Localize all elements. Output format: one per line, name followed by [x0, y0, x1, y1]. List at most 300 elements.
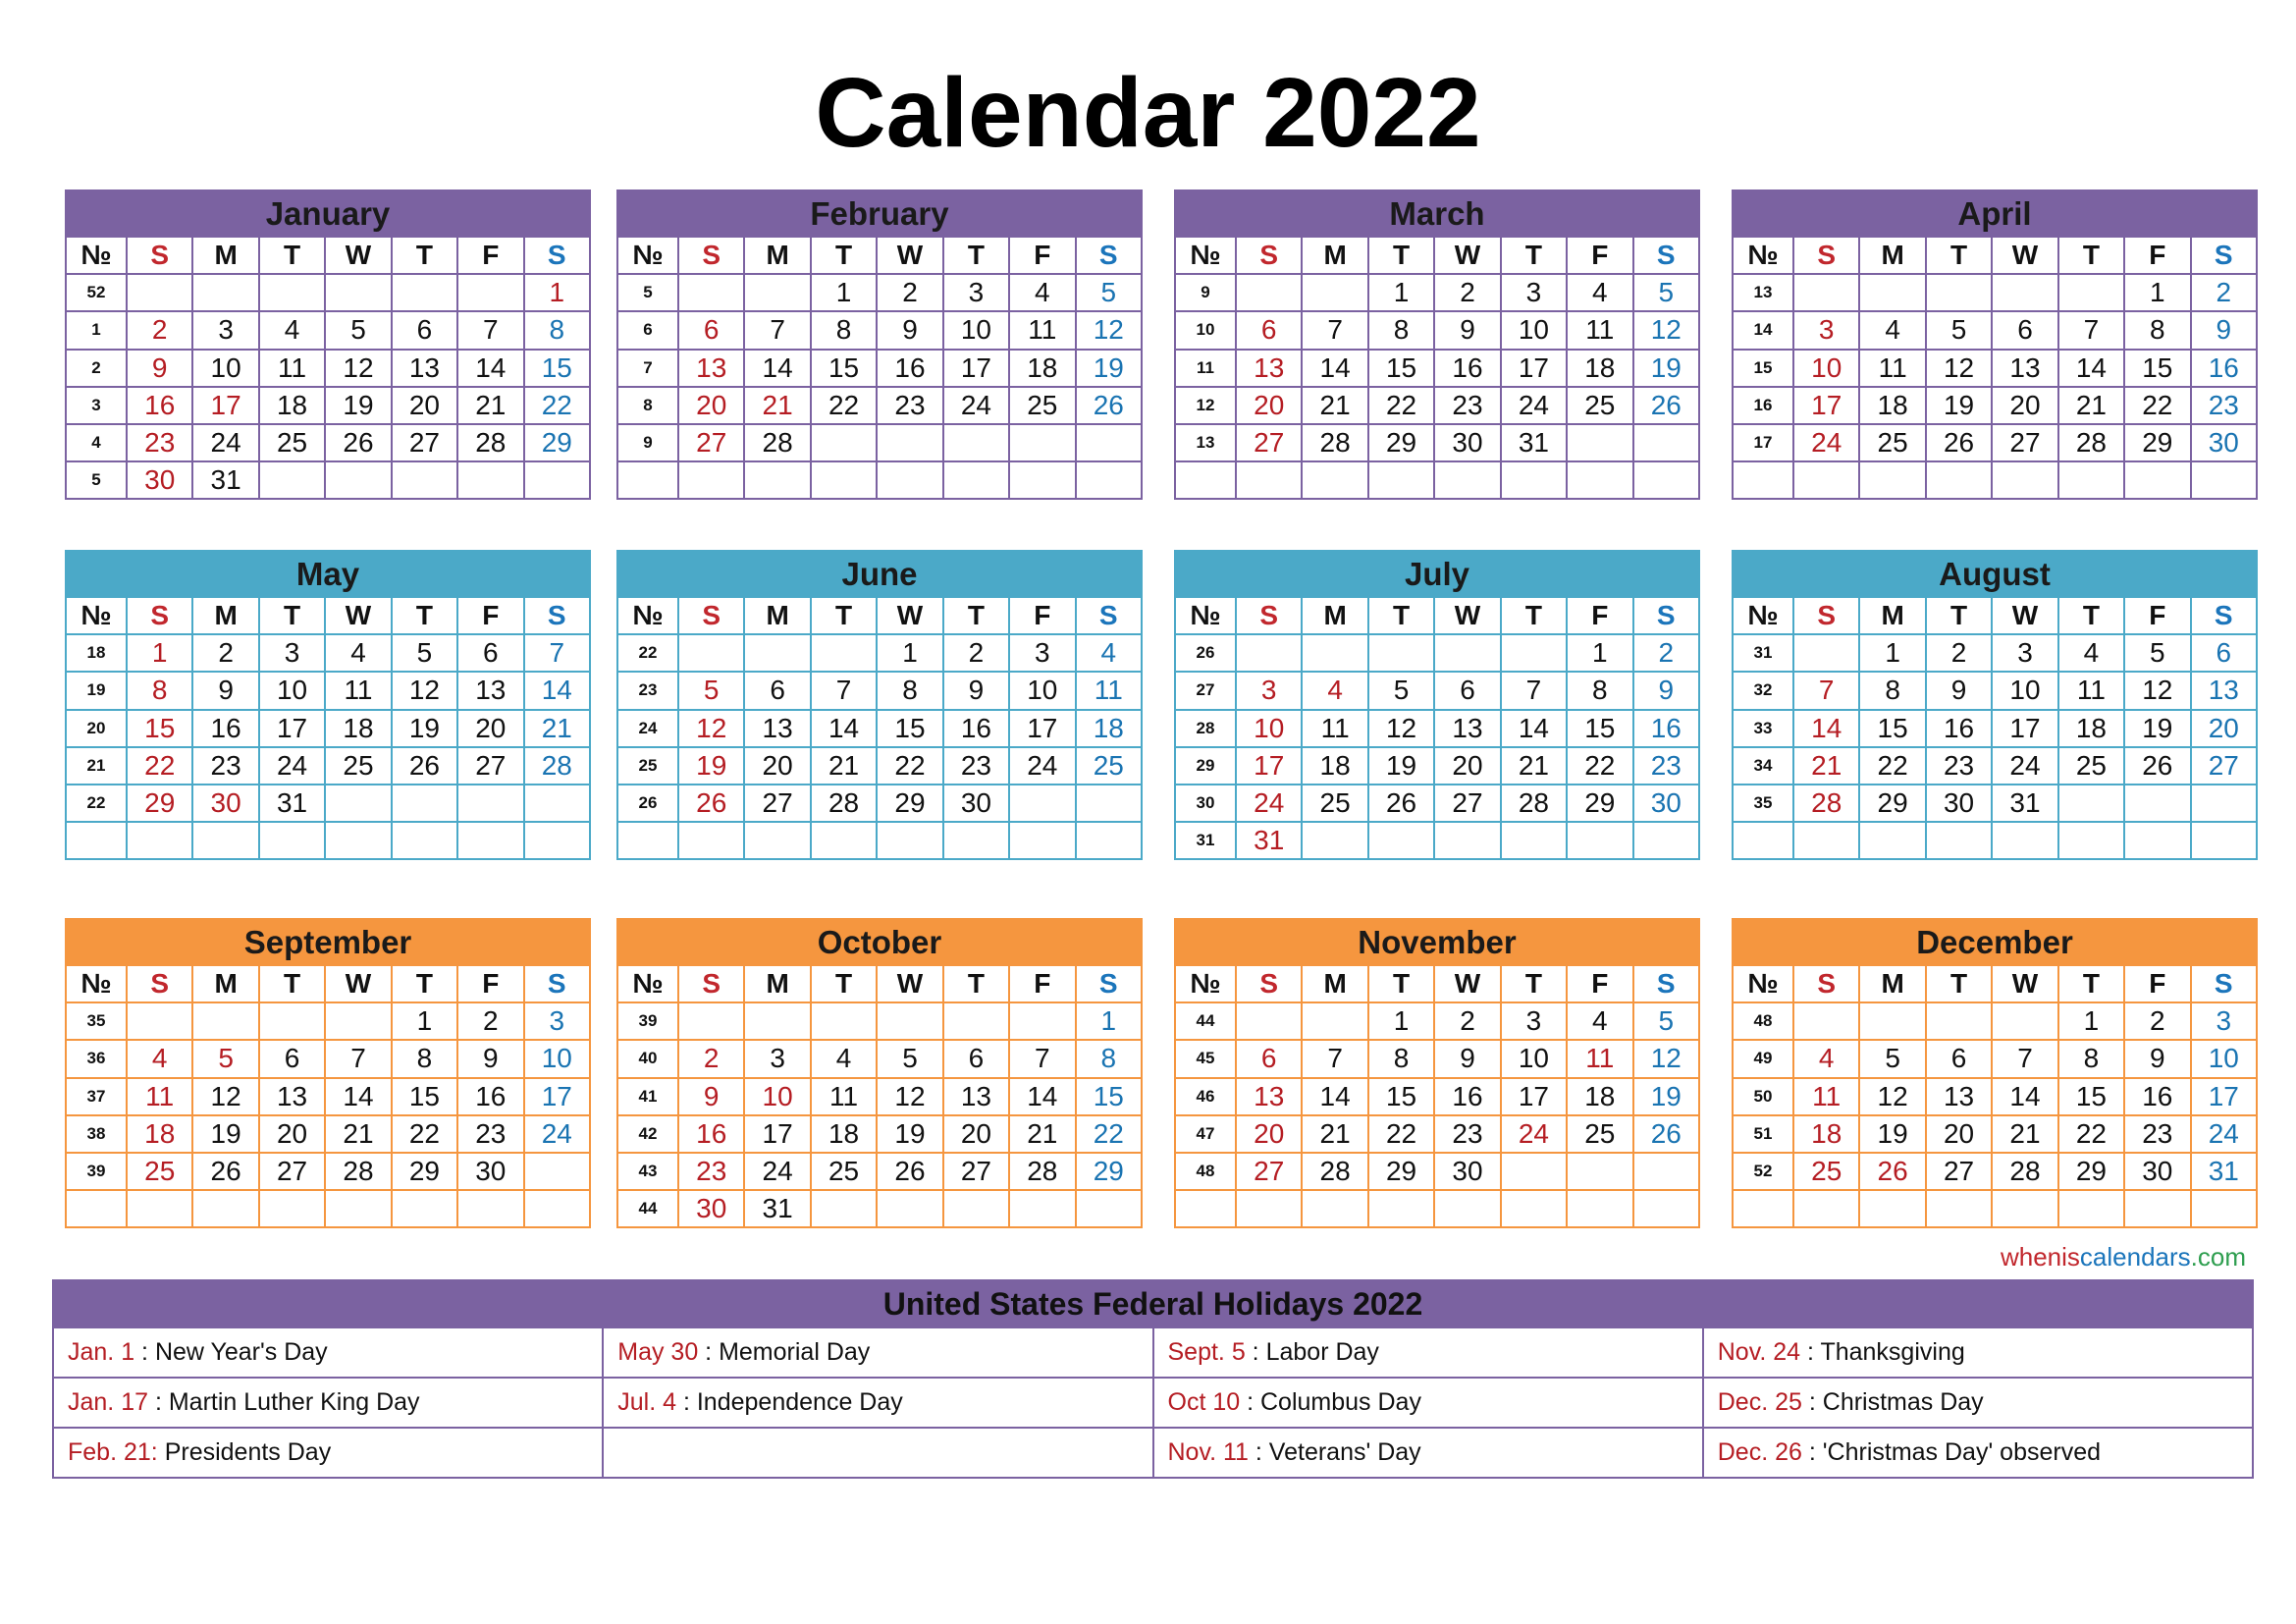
- day-cell[interactable]: [1567, 1153, 1632, 1190]
- day-cell[interactable]: 5: [1633, 274, 1699, 311]
- day-cell[interactable]: [2058, 822, 2124, 859]
- day-cell[interactable]: 17: [1793, 387, 1859, 424]
- day-cell[interactable]: 15: [877, 710, 942, 747]
- day-cell[interactable]: 20: [1236, 387, 1302, 424]
- day-cell[interactable]: [1859, 461, 1925, 499]
- day-cell[interactable]: [1076, 1190, 1142, 1227]
- day-cell[interactable]: 19: [2124, 710, 2190, 747]
- day-cell[interactable]: 27: [744, 785, 810, 822]
- day-cell[interactable]: 23: [457, 1115, 523, 1153]
- day-cell[interactable]: 29: [1368, 424, 1434, 461]
- day-cell[interactable]: 3: [192, 311, 258, 349]
- day-cell[interactable]: 22: [392, 1115, 457, 1153]
- day-cell[interactable]: 30: [127, 461, 192, 499]
- day-cell[interactable]: 30: [192, 785, 258, 822]
- day-cell[interactable]: 20: [1236, 1115, 1302, 1153]
- day-cell[interactable]: [2124, 461, 2190, 499]
- day-cell[interactable]: [1236, 1002, 1302, 1040]
- day-cell[interactable]: 19: [1368, 747, 1434, 785]
- day-cell[interactable]: 7: [1793, 672, 1859, 709]
- day-cell[interactable]: 29: [392, 1153, 457, 1190]
- day-cell[interactable]: [1302, 634, 1367, 672]
- day-cell[interactable]: 29: [2124, 424, 2190, 461]
- day-cell[interactable]: 15: [2124, 350, 2190, 387]
- day-cell[interactable]: 20: [457, 710, 523, 747]
- day-cell[interactable]: 8: [392, 1040, 457, 1077]
- day-cell[interactable]: [2058, 274, 2124, 311]
- day-cell[interactable]: 12: [192, 1078, 258, 1115]
- day-cell[interactable]: 10: [524, 1040, 590, 1077]
- day-cell[interactable]: 31: [1501, 424, 1567, 461]
- day-cell[interactable]: 26: [325, 424, 391, 461]
- day-cell[interactable]: 1: [392, 1002, 457, 1040]
- day-cell[interactable]: 5: [392, 634, 457, 672]
- day-cell[interactable]: 3: [1009, 634, 1075, 672]
- day-cell[interactable]: 26: [1633, 1115, 1699, 1153]
- day-cell[interactable]: 2: [457, 1002, 523, 1040]
- day-cell[interactable]: 7: [524, 634, 590, 672]
- day-cell[interactable]: 6: [744, 672, 810, 709]
- day-cell[interactable]: 12: [1859, 1078, 1925, 1115]
- day-cell[interactable]: 22: [2058, 1115, 2124, 1153]
- day-cell[interactable]: 2: [678, 1040, 744, 1077]
- day-cell[interactable]: 10: [192, 350, 258, 387]
- day-cell[interactable]: 12: [1633, 311, 1699, 349]
- day-cell[interactable]: 31: [259, 785, 325, 822]
- day-cell[interactable]: [1926, 1002, 1992, 1040]
- day-cell[interactable]: [1236, 1190, 1302, 1227]
- day-cell[interactable]: 25: [1009, 387, 1075, 424]
- day-cell[interactable]: [2191, 1190, 2257, 1227]
- day-cell[interactable]: 2: [1434, 274, 1500, 311]
- day-cell[interactable]: 26: [1076, 387, 1142, 424]
- day-cell[interactable]: [192, 274, 258, 311]
- day-cell[interactable]: 5: [1633, 1002, 1699, 1040]
- day-cell[interactable]: 12: [2124, 672, 2190, 709]
- day-cell[interactable]: 4: [1859, 311, 1925, 349]
- day-cell[interactable]: 10: [1793, 350, 1859, 387]
- day-cell[interactable]: 11: [1567, 1040, 1632, 1077]
- day-cell[interactable]: 14: [2058, 350, 2124, 387]
- day-cell[interactable]: 1: [1567, 634, 1632, 672]
- day-cell[interactable]: 13: [1992, 350, 2057, 387]
- day-cell[interactable]: 14: [744, 350, 810, 387]
- day-cell[interactable]: 15: [127, 710, 192, 747]
- day-cell[interactable]: 25: [2058, 747, 2124, 785]
- day-cell[interactable]: 3: [744, 1040, 810, 1077]
- day-cell[interactable]: 11: [2058, 672, 2124, 709]
- day-cell[interactable]: 4: [1793, 1040, 1859, 1077]
- day-cell[interactable]: [2058, 1190, 2124, 1227]
- day-cell[interactable]: 17: [1501, 350, 1567, 387]
- day-cell[interactable]: [1302, 274, 1367, 311]
- day-cell[interactable]: [877, 1002, 942, 1040]
- day-cell[interactable]: 19: [678, 747, 744, 785]
- day-cell[interactable]: [678, 1002, 744, 1040]
- day-cell[interactable]: 11: [1793, 1078, 1859, 1115]
- day-cell[interactable]: 8: [1567, 672, 1632, 709]
- day-cell[interactable]: 11: [1859, 350, 1925, 387]
- day-cell[interactable]: 17: [524, 1078, 590, 1115]
- day-cell[interactable]: 17: [259, 710, 325, 747]
- day-cell[interactable]: 18: [259, 387, 325, 424]
- day-cell[interactable]: [1076, 424, 1142, 461]
- day-cell[interactable]: [1992, 1190, 2057, 1227]
- day-cell[interactable]: 9: [457, 1040, 523, 1077]
- day-cell[interactable]: [325, 461, 391, 499]
- day-cell[interactable]: 10: [259, 672, 325, 709]
- day-cell[interactable]: [2191, 822, 2257, 859]
- day-cell[interactable]: 16: [877, 350, 942, 387]
- day-cell[interactable]: [2191, 461, 2257, 499]
- day-cell[interactable]: 16: [1926, 710, 1992, 747]
- day-cell[interactable]: 22: [1368, 387, 1434, 424]
- day-cell[interactable]: 8: [1859, 672, 1925, 709]
- day-cell[interactable]: 30: [1633, 785, 1699, 822]
- day-cell[interactable]: [2124, 785, 2190, 822]
- day-cell[interactable]: 16: [1434, 350, 1500, 387]
- day-cell[interactable]: 23: [1926, 747, 1992, 785]
- day-cell[interactable]: [325, 1190, 391, 1227]
- day-cell[interactable]: 27: [2191, 747, 2257, 785]
- day-cell[interactable]: 26: [877, 1153, 942, 1190]
- day-cell[interactable]: 30: [1926, 785, 1992, 822]
- day-cell[interactable]: [127, 1002, 192, 1040]
- day-cell[interactable]: [943, 822, 1009, 859]
- day-cell[interactable]: 16: [192, 710, 258, 747]
- day-cell[interactable]: 13: [457, 672, 523, 709]
- day-cell[interactable]: [259, 461, 325, 499]
- day-cell[interactable]: 18: [325, 710, 391, 747]
- day-cell[interactable]: 3: [1992, 634, 2057, 672]
- day-cell[interactable]: 23: [192, 747, 258, 785]
- day-cell[interactable]: 14: [1009, 1078, 1075, 1115]
- day-cell[interactable]: [1992, 1002, 2057, 1040]
- day-cell[interactable]: 16: [457, 1078, 523, 1115]
- day-cell[interactable]: [192, 822, 258, 859]
- day-cell[interactable]: 19: [1633, 350, 1699, 387]
- day-cell[interactable]: 9: [943, 672, 1009, 709]
- day-cell[interactable]: 19: [1859, 1115, 1925, 1153]
- day-cell[interactable]: 19: [392, 710, 457, 747]
- day-cell[interactable]: [943, 424, 1009, 461]
- day-cell[interactable]: [1076, 822, 1142, 859]
- day-cell[interactable]: 29: [524, 424, 590, 461]
- day-cell[interactable]: 26: [2124, 747, 2190, 785]
- day-cell[interactable]: 30: [678, 1190, 744, 1227]
- day-cell[interactable]: 13: [2191, 672, 2257, 709]
- day-cell[interactable]: 3: [524, 1002, 590, 1040]
- day-cell[interactable]: 22: [1859, 747, 1925, 785]
- day-cell[interactable]: 20: [2191, 710, 2257, 747]
- day-cell[interactable]: 9: [1926, 672, 1992, 709]
- day-cell[interactable]: [1501, 822, 1567, 859]
- day-cell[interactable]: 29: [1859, 785, 1925, 822]
- day-cell[interactable]: [1793, 274, 1859, 311]
- day-cell[interactable]: 10: [744, 1078, 810, 1115]
- day-cell[interactable]: 5: [877, 1040, 942, 1077]
- day-cell[interactable]: [1926, 461, 1992, 499]
- day-cell[interactable]: 28: [457, 424, 523, 461]
- day-cell[interactable]: 24: [192, 424, 258, 461]
- day-cell[interactable]: [457, 822, 523, 859]
- day-cell[interactable]: 9: [192, 672, 258, 709]
- day-cell[interactable]: [1793, 461, 1859, 499]
- day-cell[interactable]: 18: [1076, 710, 1142, 747]
- day-cell[interactable]: 4: [259, 311, 325, 349]
- day-cell[interactable]: 1: [877, 634, 942, 672]
- day-cell[interactable]: 30: [457, 1153, 523, 1190]
- day-cell[interactable]: 20: [943, 1115, 1009, 1153]
- day-cell[interactable]: [1302, 822, 1367, 859]
- day-cell[interactable]: 6: [392, 311, 457, 349]
- day-cell[interactable]: [1633, 461, 1699, 499]
- day-cell[interactable]: 13: [1236, 1078, 1302, 1115]
- day-cell[interactable]: 21: [1992, 1115, 2057, 1153]
- day-cell[interactable]: 24: [943, 387, 1009, 424]
- day-cell[interactable]: [392, 274, 457, 311]
- day-cell[interactable]: [259, 1002, 325, 1040]
- day-cell[interactable]: [1302, 1002, 1367, 1040]
- day-cell[interactable]: [811, 1190, 877, 1227]
- day-cell[interactable]: [1302, 1190, 1367, 1227]
- day-cell[interactable]: 3: [2191, 1002, 2257, 1040]
- day-cell[interactable]: [524, 1153, 590, 1190]
- day-cell[interactable]: 4: [1567, 1002, 1632, 1040]
- day-cell[interactable]: 5: [1076, 274, 1142, 311]
- day-cell[interactable]: [1992, 274, 2057, 311]
- day-cell[interactable]: 7: [744, 311, 810, 349]
- day-cell[interactable]: 21: [325, 1115, 391, 1153]
- day-cell[interactable]: [1793, 822, 1859, 859]
- day-cell[interactable]: 29: [127, 785, 192, 822]
- day-cell[interactable]: [877, 822, 942, 859]
- day-cell[interactable]: 17: [943, 350, 1009, 387]
- day-cell[interactable]: 21: [524, 710, 590, 747]
- day-cell[interactable]: 3: [1793, 311, 1859, 349]
- day-cell[interactable]: 18: [1302, 747, 1367, 785]
- day-cell[interactable]: [325, 274, 391, 311]
- day-cell[interactable]: 1: [2124, 274, 2190, 311]
- day-cell[interactable]: 12: [678, 710, 744, 747]
- day-cell[interactable]: 9: [1434, 1040, 1500, 1077]
- day-cell[interactable]: 29: [877, 785, 942, 822]
- day-cell[interactable]: 4: [811, 1040, 877, 1077]
- day-cell[interactable]: 24: [1501, 1115, 1567, 1153]
- day-cell[interactable]: 31: [744, 1190, 810, 1227]
- day-cell[interactable]: 28: [1992, 1153, 2057, 1190]
- day-cell[interactable]: 19: [1076, 350, 1142, 387]
- day-cell[interactable]: 25: [1076, 747, 1142, 785]
- day-cell[interactable]: 1: [1076, 1002, 1142, 1040]
- day-cell[interactable]: 13: [1926, 1078, 1992, 1115]
- day-cell[interactable]: 13: [1434, 710, 1500, 747]
- day-cell[interactable]: 27: [1992, 424, 2057, 461]
- day-cell[interactable]: 24: [524, 1115, 590, 1153]
- day-cell[interactable]: 20: [259, 1115, 325, 1153]
- day-cell[interactable]: 24: [1009, 747, 1075, 785]
- day-cell[interactable]: 26: [1926, 424, 1992, 461]
- day-cell[interactable]: [943, 1002, 1009, 1040]
- day-cell[interactable]: 1: [127, 634, 192, 672]
- day-cell[interactable]: 22: [811, 387, 877, 424]
- day-cell[interactable]: 22: [877, 747, 942, 785]
- day-cell[interactable]: 14: [1793, 710, 1859, 747]
- day-cell[interactable]: 17: [1009, 710, 1075, 747]
- day-cell[interactable]: [1368, 634, 1434, 672]
- day-cell[interactable]: 18: [2058, 710, 2124, 747]
- day-cell[interactable]: [811, 1002, 877, 1040]
- day-cell[interactable]: 31: [192, 461, 258, 499]
- day-cell[interactable]: [1567, 822, 1632, 859]
- day-cell[interactable]: 25: [259, 424, 325, 461]
- day-cell[interactable]: [1076, 461, 1142, 499]
- day-cell[interactable]: [392, 785, 457, 822]
- day-cell[interactable]: 29: [1368, 1153, 1434, 1190]
- day-cell[interactable]: 13: [392, 350, 457, 387]
- day-cell[interactable]: [943, 1190, 1009, 1227]
- day-cell[interactable]: [1009, 461, 1075, 499]
- day-cell[interactable]: 2: [943, 634, 1009, 672]
- day-cell[interactable]: 17: [2191, 1078, 2257, 1115]
- day-cell[interactable]: [192, 1190, 258, 1227]
- day-cell[interactable]: [2124, 1190, 2190, 1227]
- day-cell[interactable]: [127, 1190, 192, 1227]
- day-cell[interactable]: 2: [1633, 634, 1699, 672]
- day-cell[interactable]: [1859, 822, 1925, 859]
- day-cell[interactable]: 9: [877, 311, 942, 349]
- day-cell[interactable]: 4: [2058, 634, 2124, 672]
- day-cell[interactable]: 9: [1633, 672, 1699, 709]
- day-cell[interactable]: 15: [524, 350, 590, 387]
- day-cell[interactable]: 20: [1992, 387, 2057, 424]
- day-cell[interactable]: 16: [1633, 710, 1699, 747]
- day-cell[interactable]: 10: [943, 311, 1009, 349]
- day-cell[interactable]: 21: [1009, 1115, 1075, 1153]
- day-cell[interactable]: [1236, 634, 1302, 672]
- day-cell[interactable]: 8: [1368, 311, 1434, 349]
- day-cell[interactable]: 6: [943, 1040, 1009, 1077]
- day-cell[interactable]: 18: [811, 1115, 877, 1153]
- day-cell[interactable]: [1793, 1002, 1859, 1040]
- day-cell[interactable]: 21: [457, 387, 523, 424]
- day-cell[interactable]: 29: [2058, 1153, 2124, 1190]
- day-cell[interactable]: 17: [1236, 747, 1302, 785]
- day-cell[interactable]: [1501, 634, 1567, 672]
- day-cell[interactable]: [524, 822, 590, 859]
- day-cell[interactable]: 10: [1501, 1040, 1567, 1077]
- day-cell[interactable]: 3: [1501, 274, 1567, 311]
- day-cell[interactable]: 12: [1926, 350, 1992, 387]
- day-cell[interactable]: 2: [877, 274, 942, 311]
- day-cell[interactable]: 11: [1567, 311, 1632, 349]
- day-cell[interactable]: [811, 634, 877, 672]
- day-cell[interactable]: 28: [1501, 785, 1567, 822]
- day-cell[interactable]: 13: [678, 350, 744, 387]
- day-cell[interactable]: [1992, 822, 2057, 859]
- day-cell[interactable]: 7: [1302, 311, 1367, 349]
- day-cell[interactable]: 3: [1501, 1002, 1567, 1040]
- day-cell[interactable]: 1: [1368, 274, 1434, 311]
- day-cell[interactable]: 17: [1992, 710, 2057, 747]
- day-cell[interactable]: 23: [1633, 747, 1699, 785]
- day-cell[interactable]: 11: [259, 350, 325, 387]
- day-cell[interactable]: [1567, 461, 1632, 499]
- day-cell[interactable]: [2058, 461, 2124, 499]
- day-cell[interactable]: 10: [1009, 672, 1075, 709]
- day-cell[interactable]: [1434, 634, 1500, 672]
- day-cell[interactable]: 30: [2124, 1153, 2190, 1190]
- day-cell[interactable]: 15: [2058, 1078, 2124, 1115]
- day-cell[interactable]: 21: [2058, 387, 2124, 424]
- day-cell[interactable]: [1567, 424, 1632, 461]
- day-cell[interactable]: 19: [1633, 1078, 1699, 1115]
- day-cell[interactable]: 5: [325, 311, 391, 349]
- day-cell[interactable]: 24: [259, 747, 325, 785]
- day-cell[interactable]: [811, 424, 877, 461]
- day-cell[interactable]: 27: [392, 424, 457, 461]
- day-cell[interactable]: 10: [1992, 672, 2057, 709]
- day-cell[interactable]: 21: [1302, 387, 1367, 424]
- day-cell[interactable]: [1859, 1002, 1925, 1040]
- day-cell[interactable]: 31: [1992, 785, 2057, 822]
- day-cell[interactable]: [1633, 1190, 1699, 1227]
- day-cell[interactable]: [744, 1002, 810, 1040]
- day-cell[interactable]: 30: [2191, 424, 2257, 461]
- day-cell[interactable]: [524, 785, 590, 822]
- day-cell[interactable]: 20: [744, 747, 810, 785]
- day-cell[interactable]: [1076, 785, 1142, 822]
- day-cell[interactable]: 3: [943, 274, 1009, 311]
- day-cell[interactable]: 14: [457, 350, 523, 387]
- day-cell[interactable]: [1236, 461, 1302, 499]
- day-cell[interactable]: 8: [2058, 1040, 2124, 1077]
- day-cell[interactable]: 11: [1009, 311, 1075, 349]
- day-cell[interactable]: [392, 461, 457, 499]
- day-cell[interactable]: 21: [811, 747, 877, 785]
- day-cell[interactable]: 17: [1501, 1078, 1567, 1115]
- day-cell[interactable]: 24: [1992, 747, 2057, 785]
- day-cell[interactable]: [943, 461, 1009, 499]
- day-cell[interactable]: [811, 461, 877, 499]
- day-cell[interactable]: 27: [457, 747, 523, 785]
- day-cell[interactable]: 6: [1926, 1040, 1992, 1077]
- day-cell[interactable]: 23: [2124, 1115, 2190, 1153]
- day-cell[interactable]: 24: [1501, 387, 1567, 424]
- day-cell[interactable]: [1501, 1190, 1567, 1227]
- day-cell[interactable]: 14: [524, 672, 590, 709]
- day-cell[interactable]: [325, 1002, 391, 1040]
- day-cell[interactable]: [1009, 822, 1075, 859]
- day-cell[interactable]: 24: [1793, 424, 1859, 461]
- day-cell[interactable]: [1633, 822, 1699, 859]
- day-cell[interactable]: [259, 822, 325, 859]
- day-cell[interactable]: [877, 424, 942, 461]
- day-cell[interactable]: 15: [1567, 710, 1632, 747]
- day-cell[interactable]: 22: [1567, 747, 1632, 785]
- day-cell[interactable]: [524, 461, 590, 499]
- day-cell[interactable]: [457, 461, 523, 499]
- day-cell[interactable]: [1926, 822, 1992, 859]
- day-cell[interactable]: 17: [192, 387, 258, 424]
- day-cell[interactable]: 5: [1368, 672, 1434, 709]
- day-cell[interactable]: [1434, 461, 1500, 499]
- day-cell[interactable]: 15: [392, 1078, 457, 1115]
- day-cell[interactable]: 26: [392, 747, 457, 785]
- day-cell[interactable]: 23: [2191, 387, 2257, 424]
- day-cell[interactable]: [259, 274, 325, 311]
- day-cell[interactable]: [127, 274, 192, 311]
